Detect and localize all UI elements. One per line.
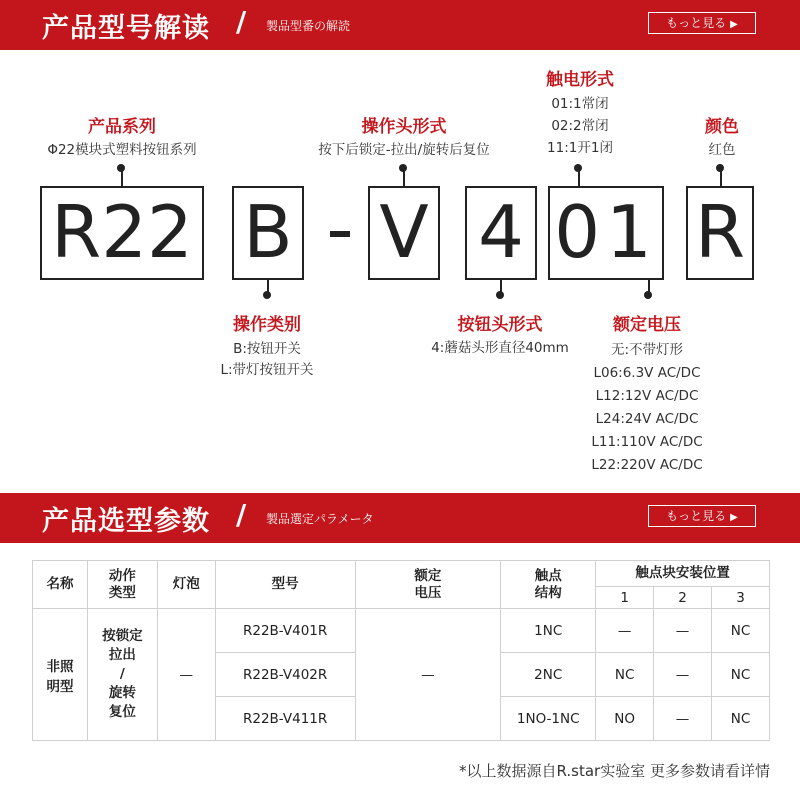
code-head-box: V xyxy=(368,186,440,280)
cell-p3: NC xyxy=(711,609,769,653)
more-button-label: もっと見る xyxy=(666,16,727,30)
label-head-title: 操作头形式 xyxy=(361,117,447,137)
cell-p1: NC xyxy=(596,653,654,697)
label-contact-line: 01:1常闭 xyxy=(551,96,609,112)
label-button-title: 按钮头形式 xyxy=(457,315,543,335)
more-button[interactable] xyxy=(648,12,756,34)
label-series-title: 产品系列 xyxy=(88,117,156,137)
code-button-box: 4 xyxy=(465,186,537,280)
header-voltage-line: 电压 xyxy=(414,584,442,601)
label-type-line: B:按钮开关 xyxy=(233,341,301,357)
connector-dot xyxy=(574,164,582,172)
header-banner xyxy=(0,0,800,50)
code-type-box: B xyxy=(232,186,304,280)
cell-p1: — xyxy=(596,609,654,653)
footnote: *以上数据源自R.star实验室 更多参数请看详情 xyxy=(459,762,770,780)
cell-p2: — xyxy=(654,609,712,653)
label-voltage-line: L06:6.3V AC/DC xyxy=(593,365,701,381)
header-position-2: 2 xyxy=(654,587,712,609)
label-series xyxy=(22,112,222,160)
header-contact-line: 触点 xyxy=(534,567,562,584)
section-title: 产品选型参数 xyxy=(42,506,210,537)
header-action xyxy=(87,561,157,609)
label-button xyxy=(410,310,590,358)
code-dash xyxy=(330,231,350,237)
section-subtitle: 製品型番の解読 xyxy=(266,19,351,33)
connector-dot xyxy=(263,291,271,299)
label-head xyxy=(284,112,524,160)
cell-model: R22B-V401R xyxy=(215,609,355,653)
connector-dot xyxy=(117,164,125,172)
header-position: 触点块安装位置 xyxy=(596,561,770,587)
code-series-box: R22 xyxy=(40,186,204,280)
cell-name-line: 明型 xyxy=(46,678,74,695)
cell-p2: — xyxy=(654,697,712,741)
cell-voltage: — xyxy=(355,609,501,741)
cell-p2: — xyxy=(654,653,712,697)
cell-action xyxy=(87,609,157,741)
label-voltage-line: L11:110V AC/DC xyxy=(591,434,703,450)
label-type xyxy=(192,310,342,381)
connector-dot xyxy=(399,164,407,172)
cell-p3: NC xyxy=(711,653,769,697)
label-voltage-line: L12:12V AC/DC xyxy=(595,388,699,404)
cell-p1: NO xyxy=(596,697,654,741)
label-voltage-title: 额定电压 xyxy=(613,315,681,335)
header-contact xyxy=(501,561,596,609)
connector-dot xyxy=(716,164,724,172)
label-contact-line: 11:1开1闭 xyxy=(547,140,613,156)
cell-contact: 2NC xyxy=(501,653,596,697)
label-voltage xyxy=(572,310,722,477)
section-title: 产品型号解读 xyxy=(42,13,210,44)
label-series-desc: Φ22模块式塑料按钮系列 xyxy=(47,142,197,158)
label-color xyxy=(672,112,772,160)
more-button[interactable] xyxy=(648,505,756,527)
header-action-line: 动作 xyxy=(108,567,136,584)
connector-dot xyxy=(496,291,504,299)
label-voltage-line: 无:不带灯形 xyxy=(610,342,684,358)
cell-name xyxy=(33,609,88,741)
header-model: 型号 xyxy=(215,561,355,609)
cell-p3: NC xyxy=(711,697,769,741)
title-divider: / xyxy=(236,498,247,531)
table-row xyxy=(33,609,770,653)
spec-table xyxy=(32,560,770,741)
cell-action-line: 拉出 xyxy=(108,647,136,663)
cell-action-line: 复位 xyxy=(108,704,136,720)
header-action-line: 类型 xyxy=(108,584,136,601)
label-contact-line: 02:2常闭 xyxy=(551,118,609,134)
cell-name-line: 非照 xyxy=(46,658,74,675)
cell-bulb: — xyxy=(157,609,215,741)
cell-action-line: 按锁定 xyxy=(102,628,143,644)
connector-dot xyxy=(644,291,652,299)
header-contact-line: 结构 xyxy=(534,584,562,601)
cell-contact: 1NC xyxy=(501,609,596,653)
title-divider: / xyxy=(236,5,247,38)
header-banner xyxy=(0,493,800,543)
label-head-desc: 按下后锁定-拉出/旋转后复位 xyxy=(318,142,490,158)
label-button-desc: 4:蘑菇头形直径40mm xyxy=(431,340,569,356)
code-color-box: R xyxy=(686,186,754,280)
code-contact-box: 01 xyxy=(548,186,664,280)
label-voltage-line: L24:24V AC/DC xyxy=(595,411,699,427)
label-contact xyxy=(510,65,650,159)
header-bulb: 灯泡 xyxy=(157,561,215,609)
triangle-right-icon: ▶ xyxy=(730,19,738,30)
section-subtitle: 製品選定パラメータ xyxy=(266,512,374,526)
header-voltage-line: 额定 xyxy=(414,567,442,584)
cell-contact: 1NO-1NC xyxy=(501,697,596,741)
header-name: 名称 xyxy=(33,561,88,609)
label-contact-title: 触电形式 xyxy=(546,70,614,90)
label-voltage-line: L22:220V AC/DC xyxy=(591,457,703,473)
header-position-1: 1 xyxy=(596,587,654,609)
header-voltage xyxy=(355,561,501,609)
triangle-right-icon: ▶ xyxy=(730,512,738,523)
label-type-title: 操作类别 xyxy=(233,315,301,335)
cell-action-line: 旋转 xyxy=(108,685,136,701)
label-type-line: L:带灯按钮开关 xyxy=(220,362,314,378)
cell-model: R22B-V411R xyxy=(215,697,355,741)
cell-model: R22B-V402R xyxy=(215,653,355,697)
header-position-3: 3 xyxy=(711,587,769,609)
cell-action-line: / xyxy=(119,666,125,682)
label-color-desc: 红色 xyxy=(708,142,736,158)
more-button-label: もっと見る xyxy=(666,509,727,523)
label-color-title: 颜色 xyxy=(705,117,739,137)
